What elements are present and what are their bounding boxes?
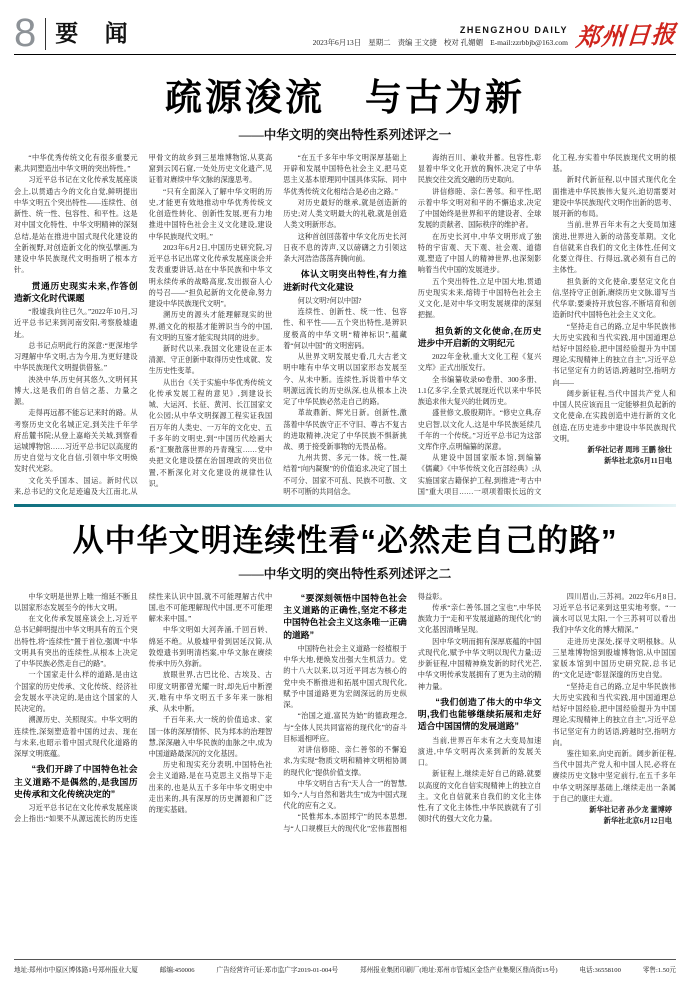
section-title: 要 闻 [55,20,138,46]
article-paragraph: 盛世修文,殷殷期许。“修史立典,存史启智,以文化人,这是中华民族延续几千年的一个传统。”习近平总书记为这部文库作序,点明编纂的深意。 [417,409,542,452]
article-paragraph: 泱泱中华,历史何其悠久,文明何其博大,这是我们的自信之基、力量之源。 [14,375,138,407]
article-2-title: 从中华文明连续性看“必然走自己的路” [72,522,618,558]
article-paragraph: “坚持走自己的路,立足中华民族伟大历史实践和当代实践,用中国道理总结好中国经验,把中国经验提升为中国理论,实现精神上的独立自主”,习近平总书记坚定有力的话语,跨越时空,指明方向—— [552,322,676,387]
article-paragraph: 担负新的文化使命,要坚定文化自信,坚持守正创新,赓续历史文脉,谱写当代华章;要秉持开放包容,不断培育和创造新时代中国特色社会主义文化。 [552,277,676,320]
article-paragraph: 连续性、创新性、统一性、包容性、和平性——五个突出特性,是辨识度极高的中华文明“精神标识”,蕴藏着“何以中国”的文明密码。 [283,308,407,350]
email-text: E-mail:zzrbbjb@163.com [490,38,568,47]
article-paragraph: 当前,世界百年未有之大变局加速演进,世界进入新的动荡变革期。文化自信就来自我们的文化主体性,任何文化要立得住、行得远,就必须有自己的主体性。 [552,221,676,275]
header-rule [14,54,676,55]
article-paragraph: 一个国家走什么样的道路,是由这个国家的历史传承、文化传统、经济社会发展水平决定的,是由这个国家的人民决定的。 [14,671,138,714]
editor-credit: 责编 王文捷 [397,38,437,47]
page-number: 8 [14,11,37,55]
weekday-text: 星期二 [368,38,391,47]
article-paragraph: 鉴往知来,向史而新。阔步新征程,当代中国共产党人和中国人民,必将在赓续历史文脉中坚定前行,在五千多年中华文明深厚基础上,继续走出一条属于自己的康庄大道。 [552,749,676,803]
article-paragraph: 总书记点明此行的深意:“更深地学习理解中华文明,古为今用,为更好建设中华民族现代文明提供借鉴。” [14,341,138,373]
article-byline: 新华社记者 周玮 王鹏 徐壮 [587,446,672,455]
article-paragraph: 习近平总书记在文化传承发展座谈会上指出:“如果不从源远流长的历史连续性来认识中国,就不可能理解古代中国,也不可能理解现代中国,更不可能理解未来中国。” [14,592,273,824]
article-byline: 新华社记者 孙少龙 董博婷 [589,806,672,815]
header-vertical-rule [45,18,46,50]
article-paragraph: 走进历史深处,探寻文明根脉。从三星堆博物馆到殷墟博物馆,从中国国家版本馆到中国历史研究院,总书记的“文化足迹”彰显深邃的历史自觉。 [552,637,676,680]
article-paragraph: 新征程上,继续走好自己的路,就要以高度的文化自信实现精神上的独立自主。文化自信就来自我们的文化主体性,有了文化主体性,中华民族就有了引领时代的强大文化力量。 [417,770,542,824]
article-paragraph: 溯源历史、关照现实。中华文明的连续性,深刻塑造着中国的过去、现在与未来,也昭示着中国式现代化道路的深厚文明底蕴。 [14,716,138,758]
article-paragraph: 对讲信修睦、亲仁善邻的不懈追求,为实现“物质文明和精神文明相协调的现代化”提供价值支撑。 [283,746,407,777]
article-paragraph: 新时代以来,我国文化建设在正本清源、守正创新中取得历史性成就、发生历史性变革。 [148,344,273,376]
article-paragraph: 在文化传承发展座谈会上,习近平总书记鲜明提出中华文明具有的五个突出特性,将“连续性”置于首位,强调“中华文明具有突出的连续性,从根本上决定了中华民族必然走自己的路”。 [14,615,138,669]
page-header-right [308,22,678,52]
article-paragraph: 习近平总书记在文化传承发展座谈会上,以贯通古今的文化自觉,鲜明提出中华文明五个突出特性——连续性、创新性、统一性、包容性、和平性。这是对中国文化特性、中华文明精神的深刻总结,是站在推进中国式现代化建设的全新视野,对创造新文化的恢弘擘画,为建设中华民族现代文明指明了根本方针。 [14,176,138,275]
article-paragraph: 历史和现实充分表明,中国特色社会主义道路,是在马克思主义指导下走出来的,也是从五千多年中华文明史中走出来的,具有深厚的历史渊源和广泛的现实基础。 [148,761,273,815]
article-paragraph: 海纳百川、兼收并蓄。包容性,彰显着中华文化开放的胸怀,决定了中华民族交往交流交融的历史取向。 [417,154,542,185]
article-paragraph: 从建设中国国家版本馆,到编纂《儒藏》《中华传统文化百部经典》;从实施国家古籍保护工程,到推进“考古中国”重大项目……一项项着眼长远的文化工程,夯实着中华民族现代文明的根基。 [417,154,676,496]
article-byline: 新华社北京6月11日电 [604,457,672,466]
article-paragraph: 阔步新征程,当代中国共产党人和中国人民应该而且一定能够担负起新的文化使命,在实践创造中进行新的文化创造,在历史进步中建设中华民族现代文明。 [552,389,676,443]
article-subhead: “我们创造了伟大的中华文明,我们也能够继续拓展和走好适合中国国情的发展道路” [417,696,542,732]
article-paragraph: 中华文明是世界上唯一绵延不断且以国家形态发展至今的伟大文明。 [14,592,138,612]
article-paragraph: 中华文明如大河奔涌,千回百转、绵延不绝。从殷墟甲骨到居延汉简,从敦煌遗书到明清档案,中华文脉在赓续传承中历久弥新。 [148,626,273,669]
article-paragraph: “民惟邦本,本固邦宁”的民本思想,与“人口规模巨大的现代化”宏伟蓝图相得益彰。 [283,592,447,833]
masthead-english: ZHENGZHOU DAILY [459,25,568,35]
article-paragraph: 革故鼎新、辉光日新。创新性,激荡着中华民族守正不守旧、尊古不复古的进取精神,决定了中华民族不惧新挑战、勇于接受新事物的无畏品格。 [283,409,407,452]
article-2-subtitle: ——中华文明的突出特性系列述评之二 [238,566,452,581]
article-paragraph: 2023年6月2日,中国历史研究院,习近平总书记出席文化传承发展座谈会并发表重要讲话,站在中华民族和中华文明永续传承的战略高度,发出振奋人心的号召——“担负起新的文化使命,努力建设中华民族现代文明”。 [148,243,273,309]
page-header [14,0,678,55]
article-paragraph: 从世界文明发展史看,几大古老文明中唯有中华文明以国家形态发展至今、从未中断。连续性,诉说着中华文明源远流长的历史纵深,也从根本上决定了中华民族必然走自己的路。 [283,353,407,407]
article-paragraph: 这种首创回荡着中华文化历史长河日夜不息的涛声,又以磅礴之力引领这条大河浩浩荡荡奔腾向前。 [283,232,407,264]
article-divider [14,504,676,507]
article-paragraph: 溯历史的源头才能理解现实的世界,循文化的根基才能辨识当今的中国,有文明的互鉴才能实现共同的进步。 [148,311,273,342]
article-paragraph: “殷墟我向往已久。”2022年10月,习近平总书记来到河南安阳,考察殷墟遗址。 [14,308,138,339]
article-paragraph: “中华优秀传统文化有很多重要元素,共同塑造出中华文明的突出特性。” [14,154,138,174]
article-paragraph: 四川眉山,三苏祠。2022年6月8日,习近平总书记来到这里实地考察。“一滴水可以见太阳,一个三苏祠可以看出我们中华文化的博大精深。” [552,592,676,635]
article-paragraph: “只有全面深入了解中华文明的历史,才能更有效地推动中华优秀传统文化创造性转化、创新性发展,更有力地推进中国特色社会主义文化建设,建设中华民族现代文明。” [148,187,273,241]
article-paragraph: 从出台《关于实施中华优秀传统文化传承发展工程的意见》,到建设长城、大运河、长征、黄河、长江国家文化公园;从中华文明探源工程实证我国百万年的人类史、一万年的文化史、五千多年的文明史,到“中国历代绘画大系”汇聚散落世界的丹青瑰宝……党中央把文化建设摆在治国理政的突出位置,不断深化对文化建设的规律性认识。 [148,378,273,488]
article-paragraph: 新时代新征程,以中国式现代化全面推进中华民族伟大复兴,迫切需要对建设中华民族现代文明作出新的思考、展开新的布局。 [552,176,676,219]
article-subhead: 体认文明突出特性,有力推进新时代文化建设 [283,269,407,292]
article-paragraph: 当前,世界百年未有之大变局加速演进,中华文明再次来到新的发展关口。 [417,736,542,768]
date-text: 2023年6月13日 [312,38,362,47]
footer-phone: 电话:36558100 [579,967,621,974]
page-footer [14,959,676,974]
page-dateline [308,37,568,48]
article-byline: 新华社北京6月12日电 [603,817,672,826]
article-subhead: 担负新的文化使命,在历史进步中开启新的文明纪元 [417,325,542,348]
article-paragraph: 五个突出特性,立足中国大地,贯通历史现实未来,熔铸于中国特色社会主义文化,是对中华文明发展规律的深刻把握。 [417,277,542,320]
footer-price: 零售:1.50元 [642,967,676,974]
article-paragraph: 在历史长河中,中华文明形成了独特的宇宙观、天下观、社会观、道德观,塑造了中国人的精神世界,也深刻影响着当代中国的发展进步。 [417,232,542,275]
article-paragraph: 九州共贯、多元一体。统一性,凝结着“向内凝聚”的价值追求,决定了国土不可分、国家不可乱、民族不可散、文明不可断的共同信念。 [283,454,407,496]
article-1 [14,67,676,498]
article-2-columns [14,592,676,835]
article-paragraph: 放眼世界,古巴比伦、古埃及、古印度文明都曾光耀一时,却先后中断湮灭,唯有中华文明五千多年来一脉相承、从未中断。 [148,671,273,714]
article-1-columns [14,153,676,498]
article-paragraph: 走得再远都不能忘记来时的路。从考察历史文化名城正定,到关注千年学府岳麓书院;从登上嘉峪关关城,到察看运城博物馆……习近平总书记以高度的历史自觉与文化自信,引领中华文明焕发时代光彩。 [14,409,138,474]
article-subhead: 贯通历史现实未来,作答创造新文化时代课题 [14,280,138,303]
article-subhead: “要深刻领悟中国特色社会主义道路的正确性,坚定不移走中国特色社会主义这条唯一正确的道路” [283,592,407,640]
article-paragraph: 2022年金秋,重大文化工程《复兴文库》正式出版发行。 [417,353,542,373]
article-paragraph: 文化关乎国本、国运。新时代以来,总书记的文化足迹遍及大江南北,从甲骨文的故乡到三星堆博物馆,从莫高窟到云冈石窟,一处处历史文化遗产,见证着对赓续中华文脉的深邃思考。 [14,154,273,496]
article-paragraph: “坚持走自己的路,立足中华民族伟大历史实践和当代实践,用中国道理总结好中国经验,把中国经验提升为中国理论,实现精神上的独立自主”,习近平总书记坚定有力的话语,跨越时空,指明方向。 [552,682,676,747]
newspaper-logo: 郑州日报 [574,22,678,52]
masthead-block [308,25,568,50]
article-paragraph: 中国特色社会主义道路一经植根于中华大地,便焕发出强大生机活力。党的十八大以来,以习近平同志为核心的党中央不断推进和拓展中国式现代化,赋予中国道路更为宏阔深远的历史纵深。 [283,644,407,710]
article-paragraph: “治国之道,富民为始”的德政理念,与“全体人民共同富裕的现代化”的奋斗目标遥相呼应。 [283,712,407,743]
footer-printer: 郑州报业集团印刷厂(地址:郑州市管城区金岱产业集聚区鼎尚街15号) [360,967,558,974]
article-paragraph: 中华文明自古有“天人合一”的智慧,如今,“人与自然和谐共生”成为中国式现代化的应有之义。 [283,779,407,811]
article-subhead: “我们开辟了中国特色社会主义道路不是偶然的,是我国历史传承和文化传统决定的” [14,764,138,799]
article-paragraph: 讲信修睦、亲仁善邻。和平性,昭示着中华文明对和平的不懈追求,决定了中国始终是世界和平的建设者、全球发展的贡献者、国际秩序的维护者。 [417,187,542,230]
article-1-title: 疏源浚流 与古为新 [165,77,525,118]
footer-address: 地址:郑州市中原区博体路1号郑州报业大厦 [14,967,138,974]
article-2 [14,515,676,835]
footer-postcode: 邮编:450006 [159,967,195,974]
footer-ad-license: 广告经营许可证:郑市监广字2019-01-004号 [216,967,339,974]
proofreader-credit: 校对 孔媚媚 [443,38,484,47]
article-paragraph: 对历史最好的继承,就是创造新的历史;对人类文明最大的礼敬,就是创造人类文明新形态。 [283,198,407,230]
article-1-subtitle: ——中华文明的突出特性系列述评之一 [238,128,452,142]
page-header-left [14,11,138,55]
article-paragraph: 因中华文明而拥有深厚底蕴的中国式现代化,赋予中华文明以现代力量;迈步新征程,中国精神焕发新的时代光芒,中华文明传承发展拥有了更为主动的精神力量。 [417,637,542,691]
article-paragraph: 何以文明?何以中国? [297,296,362,305]
article-paragraph: 全书编纂收录60卷册、300多册、1.1亿多字,全景式展现近代以来中华民族追求伟大复兴的壮阔历史。 [417,375,542,407]
article-paragraph: 传承“亲仁善邻,国之宝也”,中华民族致力于“走和平发展道路的现代化”的文化基因清晰呈现。 [417,603,542,635]
article-paragraph: 千百年来,大一统的价值追求、家国一体的深厚情怀、民为邦本的治理智慧,深深融入中华民族的血脉之中,成为中国道路最深沉的文化基因。 [148,716,273,758]
article-paragraph: “在五千多年中华文明深厚基础上开辟和发展中国特色社会主义,把马克思主义基本原理同中国具体实际、同中华优秀传统文化相结合是必由之路。” [283,154,407,196]
